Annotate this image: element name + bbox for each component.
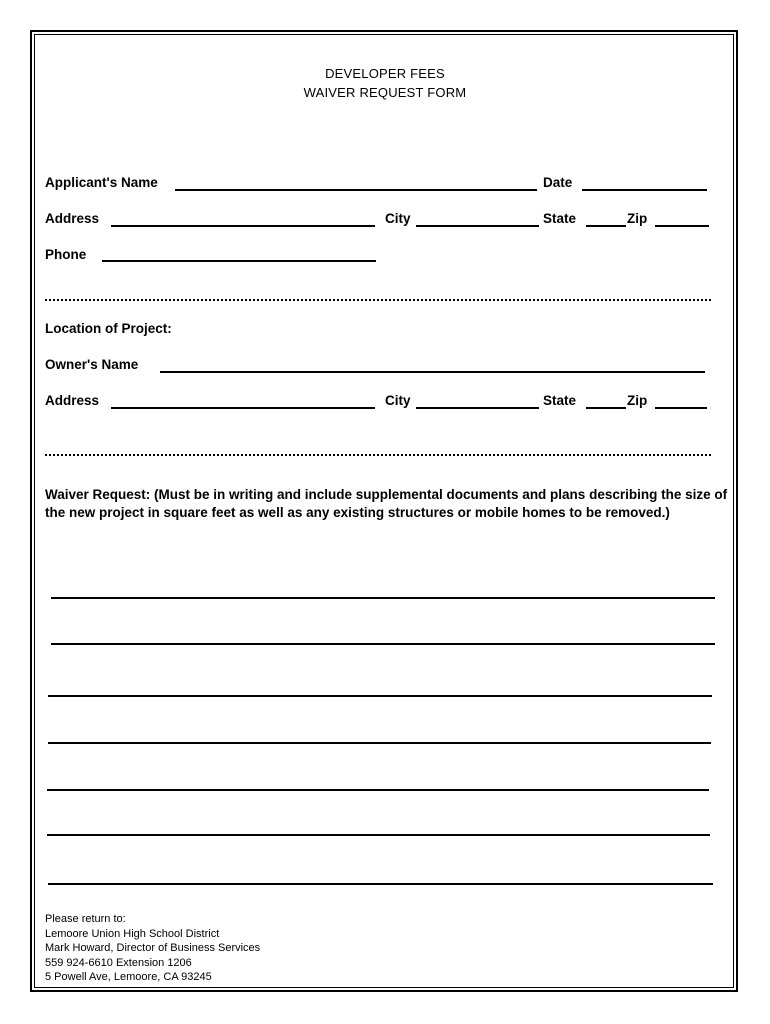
section-divider (45, 454, 711, 456)
waiver-response-line-2[interactable] (51, 643, 715, 645)
applicant-state-field[interactable] (586, 225, 626, 227)
waiver-response-line-6[interactable] (47, 834, 710, 836)
waiver-request-instructions: Waiver Request: (Must be in writing and include supplemental documents and plans describing the size of the new project in square feet as well as any existing structures or mobile homes to be removed.) (45, 487, 728, 520)
applicant-name-label: Applicant's Name (45, 175, 158, 190)
district-address: 5 Powell Ave, Lemoore, CA 93245 (45, 971, 212, 983)
contact-phone: 559 924-6610 Extension 1206 (45, 956, 192, 969)
project-state-label: State (543, 393, 577, 408)
section-divider (45, 299, 711, 301)
district-name: Lemoore Union High School District (45, 927, 220, 940)
waiver-response-line-7[interactable] (48, 883, 713, 885)
return-address (45, 912, 260, 985)
return-to-label: Please return to: (45, 913, 126, 925)
waiver-response-line-3[interactable] (48, 695, 712, 697)
date-field[interactable] (582, 189, 707, 191)
applicant-state-label: State (543, 211, 577, 226)
form-title-line-1: DEVELOPER FEES (325, 66, 445, 81)
owner-name-label: Owner's Name (45, 357, 139, 372)
waiver-response-line-4[interactable] (48, 742, 711, 744)
owner-name-field[interactable] (160, 371, 705, 373)
applicant-zip-label: Zip (627, 211, 648, 226)
project-location-label: Location of Project: (45, 321, 172, 336)
applicant-address-label: Address (45, 211, 100, 226)
project-city-label: City (385, 393, 411, 408)
project-address-label: Address (45, 393, 100, 408)
date-label: Date (543, 175, 573, 190)
waiver-response-line-5[interactable] (47, 789, 709, 791)
project-zip-label: Zip (627, 393, 648, 408)
applicant-city-label: City (385, 211, 411, 226)
form-title-line-2: WAIVER REQUEST FORM (303, 85, 467, 100)
project-city-field[interactable] (416, 407, 539, 409)
project-zip-field[interactable] (655, 407, 707, 409)
project-address-field[interactable] (111, 407, 375, 409)
phone-field[interactable] (102, 260, 376, 262)
phone-label: Phone (45, 247, 87, 262)
waiver-response-line-1[interactable] (51, 597, 715, 599)
applicant-address-field[interactable] (111, 225, 375, 227)
applicant-city-field[interactable] (416, 225, 539, 227)
applicant-zip-field[interactable] (655, 225, 709, 227)
contact-person: Mark Howard, Director of Business Services (45, 942, 261, 954)
project-state-field[interactable] (586, 407, 626, 409)
applicant-name-field[interactable] (175, 189, 537, 191)
